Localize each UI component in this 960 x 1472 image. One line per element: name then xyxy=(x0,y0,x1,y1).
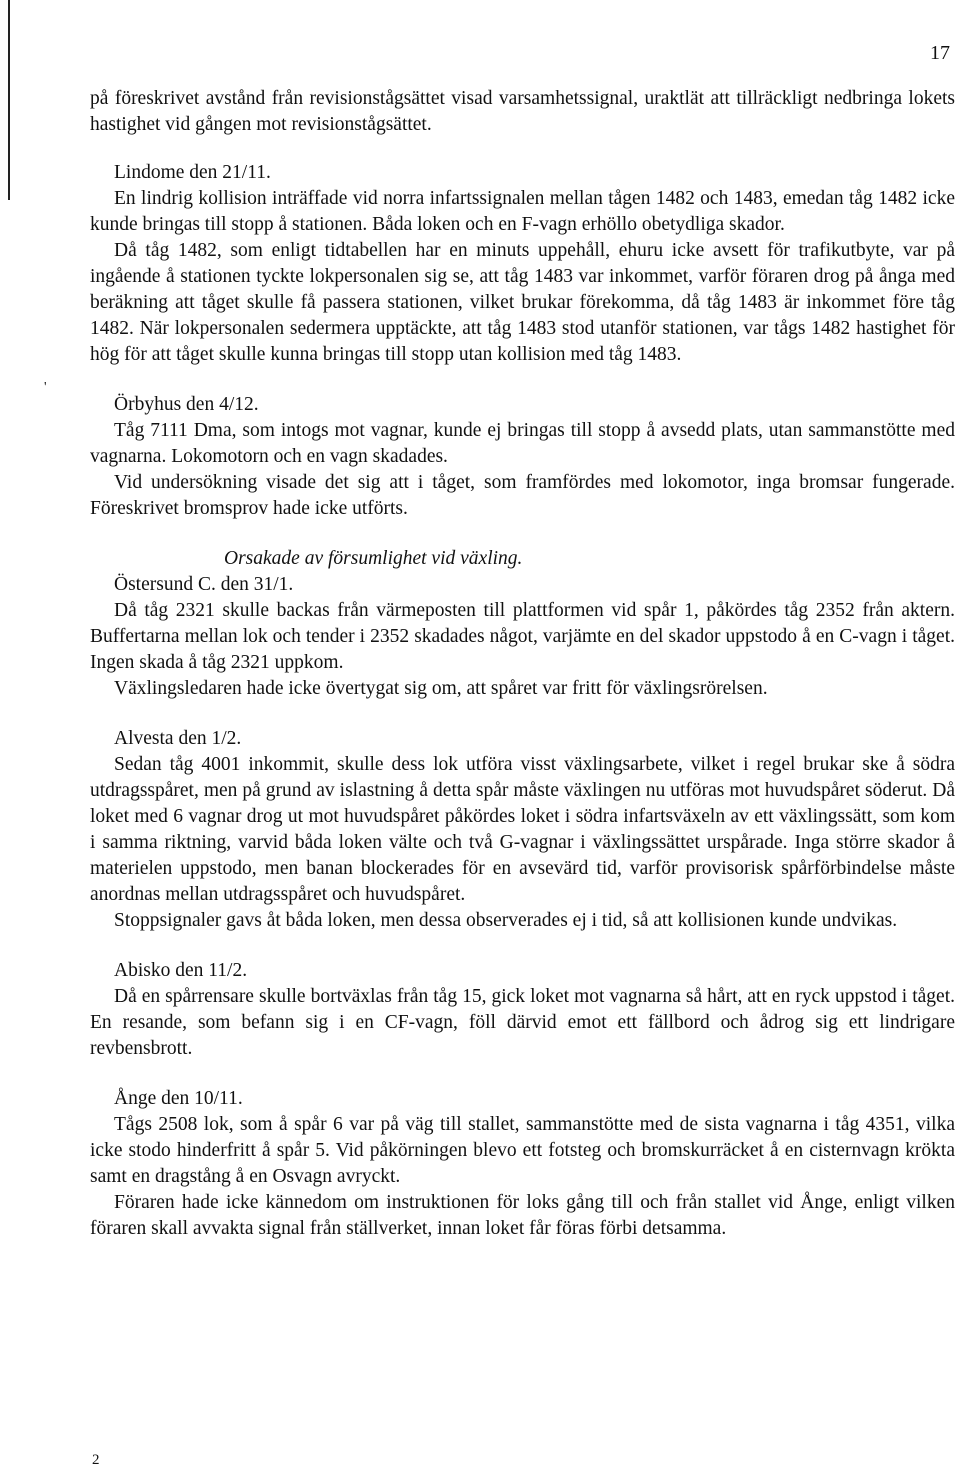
entry-place-date: Ånge den 10/11. xyxy=(114,1088,243,1109)
entry-alvesta xyxy=(90,726,955,934)
entry-place-date: Östersund C. den 31/1. xyxy=(114,574,294,595)
entry-paragraph: Föraren hade icke kännedom om instruktionen för loks gång till och från stallet vid Ånge, enligt vilken föraren skall avvakta signal från ställverket, innan loket får föras förbi detsamma. xyxy=(90,1192,955,1239)
entry-paragraph: En lindrig kollision inträffade vid norra infartssignalen mellan tågen 1482 och 1483, emedan tåg 1482 icke kunde bringas till stopp å stationen. Båda loken och en F-vagn erhöllo obetydliga skador. xyxy=(90,188,955,235)
entry-place-date: Lindome den 21/11. xyxy=(114,162,271,183)
entry-paragraph: Stoppsignaler gavs åt båda loken, men dessa observerades ej i tid, så att kollisionen kunde undvikas. xyxy=(114,910,898,931)
entry-paragraph: Vid undersökning visade det sig att i tåget, som framfördes med lokomotor, inga bromsar fungerade. Föreskrivet bromsprov hade icke utförts. xyxy=(90,472,955,519)
entry-paragraph: Tågs 2508 lok, som å spår 6 var på väg till stallet, sammanstötte med de sista vagnarna i tåg 4351, vilka icke stodo hinderfritt å spår 5. Vid påkörningen blevo ett fotsteg och bromskurräcket å en cisternvagn krökta samt en dragstång å en Osvagn avryckt. xyxy=(90,1114,955,1187)
entry-abisko xyxy=(90,958,955,1062)
entry-lindome xyxy=(90,160,955,368)
intro-paragraph: på föreskrivet avstånd från revisionstågsättet visad varsamhetssignal, uraktlät att tillräckligt nedbringa lokets hastighet vid gången mot revisionstågsättet. xyxy=(90,88,955,135)
entry-paragraph: Då en spårrensare skulle bortväxlas från tåg 15, gick loket mot vagnarna så hårt, att en ryck uppstod i tåget. En resande, som befann sig i en CF-vagn, föll därvid emot ett fällbord och ådrog sig ett lindrigare revbensbrott. xyxy=(90,986,955,1059)
entry-place-date: Abisko den 11/2. xyxy=(114,960,248,981)
entry-paragraph: Växlingsledaren hade icke övertygat sig om, att spåret var fritt för växlingsrörelsen. xyxy=(114,678,768,699)
entry-place-date: Alvesta den 1/2. xyxy=(114,728,242,749)
page-body xyxy=(90,86,955,1242)
entry-ange xyxy=(90,1086,955,1242)
page-number: 17 xyxy=(930,42,950,64)
entry-ostersund xyxy=(90,572,955,702)
entry-paragraph: Sedan tåg 4001 inkommit, skulle dess lok utföra visst växlingsarbete, vilket i regel brukar ske å södra utdragsspåret, men på grund av islastning å detta spår måste växlingen nu utföras mot huvudspåret söderut. Då loket med 6 vagnar drog ut mot huvudspåret påkördes loket i södra infartsväxeln av ett växlingssätt, som kom i samma riktning, varvid båda loken välte och två G-vagnar i växlingssättet urspårade. Inga större skador å materielen uppstodo, men banan blockerades för en avsevärd tid, varför provisorisk spårförbindelse måste anordnas mellan utdragsspåret och huvudspåret. xyxy=(90,754,955,905)
entry-paragraph: Tåg 7111 Dma, som intogs mot vagnar, kunde ej bringas till stopp å avsedd plats, utan sammanstötte med vagnarna. Lokomotorn och en vagn skadades. xyxy=(90,420,955,467)
entry-place-date: Örbyhus den 4/12. xyxy=(114,394,259,415)
entry-orbyhus xyxy=(90,392,955,522)
stray-mark: ' xyxy=(44,380,47,395)
entry-paragraph: Då tåg 1482, som enligt tidtabellen har en minuts uppehåll, ehuru icke avsett för trafikutbyte, var på ingående å stationen tyckte lokpersonalen sig se, att tåg 1483 var inkommet, varför föraren drog på ånga med beräkning att tåget skulle få passera stationen, vilket brukar förekomma, då tåg 1483 är inkommet före tåg 1482. När lokpersonalen sedermera upptäckte, att tåg 1483 stod utanför stationen, var tågs 1482 hastighet för hög för att tåget skulle kunna bringas till stopp utan kollision med tåg 1483. xyxy=(90,240,955,365)
signature-mark: 2 xyxy=(92,1452,100,1468)
section-heading: Orsakade av försumlighet vid växling. xyxy=(224,548,523,569)
entry-paragraph: Då tåg 2321 skulle backas från värmeposten till plattformen vid spår 1, påkördes tåg 2352 från aktern. Buffertarna mellan lok och tender i 2352 skadades något, varjämte en del skador uppstodo å en C-vagn i tåget. Ingen skada å tåg 2321 uppkom. xyxy=(90,600,955,673)
scan-edge-mark xyxy=(8,0,10,200)
